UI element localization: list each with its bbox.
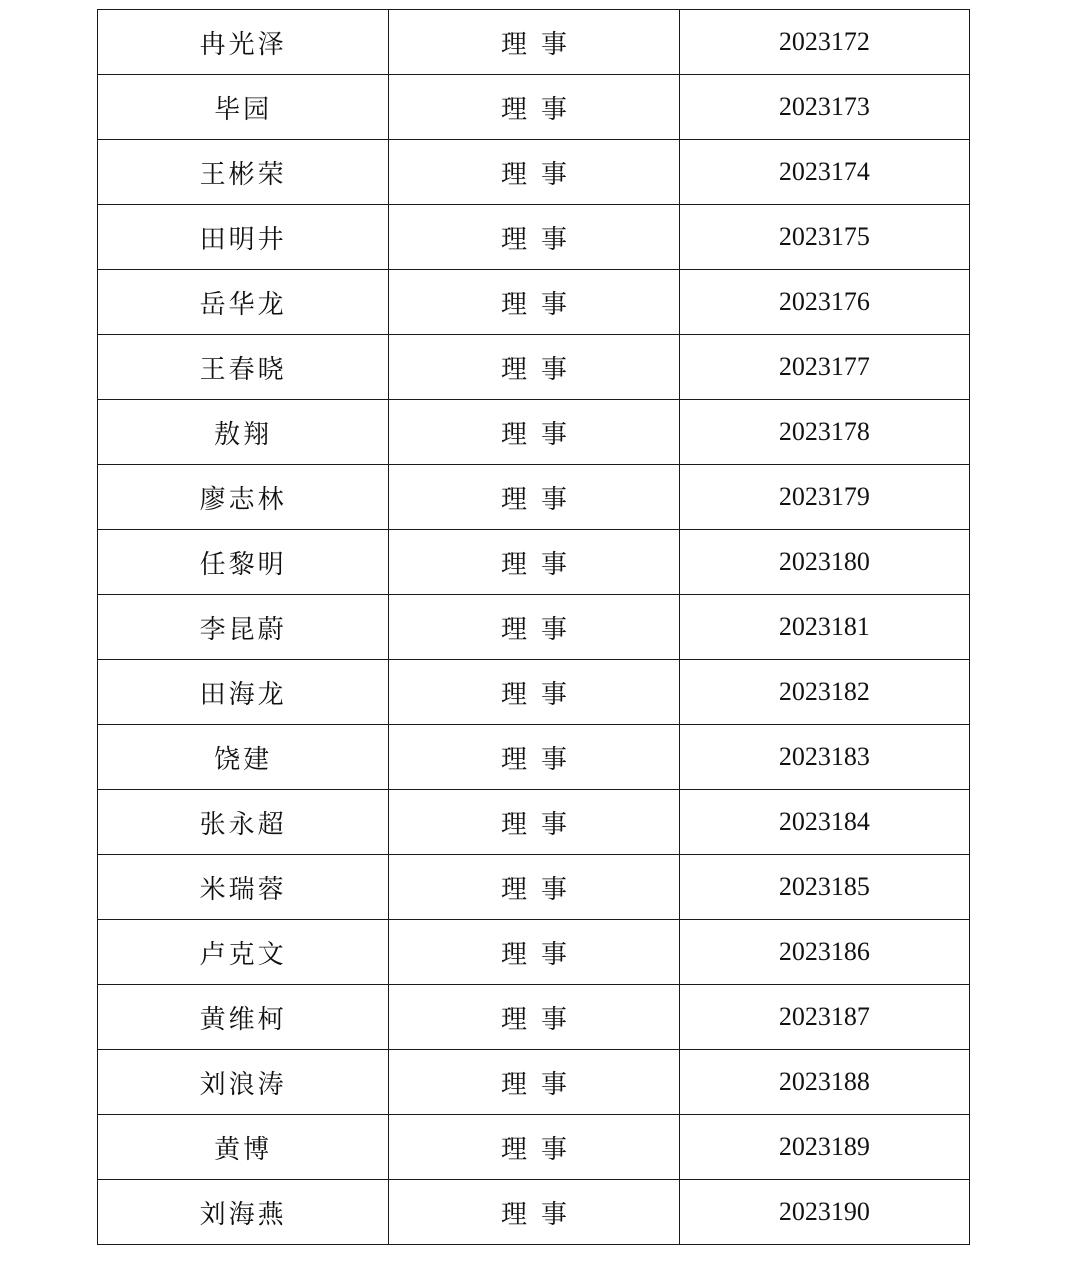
member-number: 2023186 xyxy=(778,937,870,966)
roster-body xyxy=(98,10,970,1245)
member-role: 理事 xyxy=(500,1134,581,1165)
member-name-cell xyxy=(98,270,389,335)
table-row xyxy=(98,465,970,530)
member-role-cell xyxy=(389,10,679,75)
member-role: 理事 xyxy=(500,94,581,125)
member-number: 2023184 xyxy=(778,807,870,836)
member-name: 任黎明 xyxy=(199,549,287,580)
member-number-cell xyxy=(679,10,969,75)
table-row xyxy=(98,725,970,790)
member-role-cell xyxy=(389,270,679,335)
member-number: 2023175 xyxy=(778,222,870,251)
member-name: 王彬荣 xyxy=(199,159,287,190)
member-role-cell xyxy=(389,400,679,465)
member-name-cell xyxy=(98,1050,389,1115)
member-role-cell xyxy=(389,1180,679,1245)
member-number-cell xyxy=(679,725,969,790)
member-number-cell xyxy=(679,205,969,270)
member-name-cell xyxy=(98,855,389,920)
member-number: 2023188 xyxy=(778,1067,870,1096)
member-name: 卢克文 xyxy=(199,939,287,970)
member-number: 2023173 xyxy=(778,92,870,121)
member-role-cell xyxy=(389,335,679,400)
member-role-cell xyxy=(389,660,679,725)
member-role: 理事 xyxy=(500,1069,581,1100)
member-number-cell xyxy=(679,270,969,335)
member-number-cell xyxy=(679,1115,969,1180)
table-row xyxy=(98,75,970,140)
member-number-cell xyxy=(679,140,969,205)
member-role-cell xyxy=(389,140,679,205)
member-role: 理事 xyxy=(500,29,581,60)
member-number-cell xyxy=(679,1050,969,1115)
table-row xyxy=(98,400,970,465)
member-role: 理事 xyxy=(500,419,581,450)
member-role: 理事 xyxy=(500,744,581,775)
member-role-cell xyxy=(389,205,679,270)
member-name-cell xyxy=(98,920,389,985)
member-roster-table xyxy=(97,9,970,1245)
table-row xyxy=(98,335,970,400)
table-row xyxy=(98,855,970,920)
table-row xyxy=(98,205,970,270)
member-name-cell xyxy=(98,530,389,595)
member-role: 理事 xyxy=(500,1199,581,1230)
member-number-cell xyxy=(679,855,969,920)
member-name: 刘浪涛 xyxy=(199,1069,287,1100)
member-role: 理事 xyxy=(500,549,581,580)
member-number: 2023176 xyxy=(778,287,870,316)
member-name: 毕园 xyxy=(214,94,273,125)
member-number-cell xyxy=(679,595,969,660)
member-number: 2023178 xyxy=(778,417,870,446)
member-number: 2023183 xyxy=(778,742,870,771)
table-row xyxy=(98,660,970,725)
member-name: 敖翔 xyxy=(214,419,273,450)
member-number-cell xyxy=(679,335,969,400)
member-name: 黄维柯 xyxy=(199,1004,287,1035)
member-number: 2023187 xyxy=(778,1002,870,1031)
table-row xyxy=(98,920,970,985)
member-name-cell xyxy=(98,1115,389,1180)
member-name: 李昆蔚 xyxy=(199,614,287,645)
member-number-cell xyxy=(679,985,969,1050)
member-role-cell xyxy=(389,790,679,855)
member-name: 田海龙 xyxy=(199,679,287,710)
member-name: 饶建 xyxy=(214,744,273,775)
member-role: 理事 xyxy=(500,354,581,385)
member-role-cell xyxy=(389,725,679,790)
member-name-cell xyxy=(98,400,389,465)
member-name-cell xyxy=(98,75,389,140)
table-row xyxy=(98,985,970,1050)
member-role-cell xyxy=(389,1050,679,1115)
table-row xyxy=(98,140,970,205)
member-role-cell xyxy=(389,75,679,140)
member-number-cell xyxy=(679,400,969,465)
member-name-cell xyxy=(98,140,389,205)
member-name: 王春晓 xyxy=(199,354,287,385)
member-role: 理事 xyxy=(500,289,581,320)
member-name-cell xyxy=(98,335,389,400)
member-name-cell xyxy=(98,725,389,790)
member-number: 2023174 xyxy=(778,157,870,186)
member-role: 理事 xyxy=(500,679,581,710)
member-number: 2023189 xyxy=(778,1132,870,1161)
member-role: 理事 xyxy=(500,809,581,840)
member-role-cell xyxy=(389,855,679,920)
member-name: 岳华龙 xyxy=(199,289,287,320)
member-role: 理事 xyxy=(500,484,581,515)
member-name: 张永超 xyxy=(199,809,287,840)
member-role-cell xyxy=(389,985,679,1050)
member-name: 黄博 xyxy=(214,1134,273,1165)
member-role: 理事 xyxy=(500,874,581,905)
member-role-cell xyxy=(389,530,679,595)
member-role: 理事 xyxy=(500,159,581,190)
member-role: 理事 xyxy=(500,614,581,645)
member-name: 米瑞蓉 xyxy=(199,874,287,905)
member-number: 2023179 xyxy=(778,482,870,511)
table-row xyxy=(98,1180,970,1245)
member-number-cell xyxy=(679,75,969,140)
member-role-cell xyxy=(389,595,679,660)
member-number: 2023185 xyxy=(778,872,870,901)
member-number-cell xyxy=(679,920,969,985)
member-name-cell xyxy=(98,790,389,855)
member-number: 2023181 xyxy=(778,612,870,641)
member-role: 理事 xyxy=(500,224,581,255)
member-role-cell xyxy=(389,1115,679,1180)
member-role: 理事 xyxy=(500,1004,581,1035)
table-row xyxy=(98,1050,970,1115)
member-name-cell xyxy=(98,660,389,725)
member-number: 2023177 xyxy=(778,352,870,381)
member-number-cell xyxy=(679,1180,969,1245)
member-number: 2023180 xyxy=(778,547,870,576)
table-row xyxy=(98,595,970,660)
member-name-cell xyxy=(98,465,389,530)
member-name-cell xyxy=(98,595,389,660)
table-row xyxy=(98,530,970,595)
member-role-cell xyxy=(389,920,679,985)
member-name: 冉光泽 xyxy=(199,29,287,60)
member-name: 田明井 xyxy=(199,224,287,255)
member-number: 2023190 xyxy=(778,1197,870,1226)
member-name: 刘海燕 xyxy=(199,1199,287,1230)
member-name-cell xyxy=(98,1180,389,1245)
table-row xyxy=(98,270,970,335)
table-row xyxy=(98,790,970,855)
member-number: 2023182 xyxy=(778,677,870,706)
member-number-cell xyxy=(679,660,969,725)
member-number-cell xyxy=(679,790,969,855)
table-row xyxy=(98,10,970,75)
member-role: 理事 xyxy=(500,939,581,970)
member-name: 廖志林 xyxy=(199,484,287,515)
member-number-cell xyxy=(679,530,969,595)
member-role-cell xyxy=(389,465,679,530)
table-row xyxy=(98,1115,970,1180)
member-name-cell xyxy=(98,10,389,75)
member-name-cell xyxy=(98,205,389,270)
member-number-cell xyxy=(679,465,969,530)
member-number: 2023172 xyxy=(778,27,870,56)
member-name-cell xyxy=(98,985,389,1050)
